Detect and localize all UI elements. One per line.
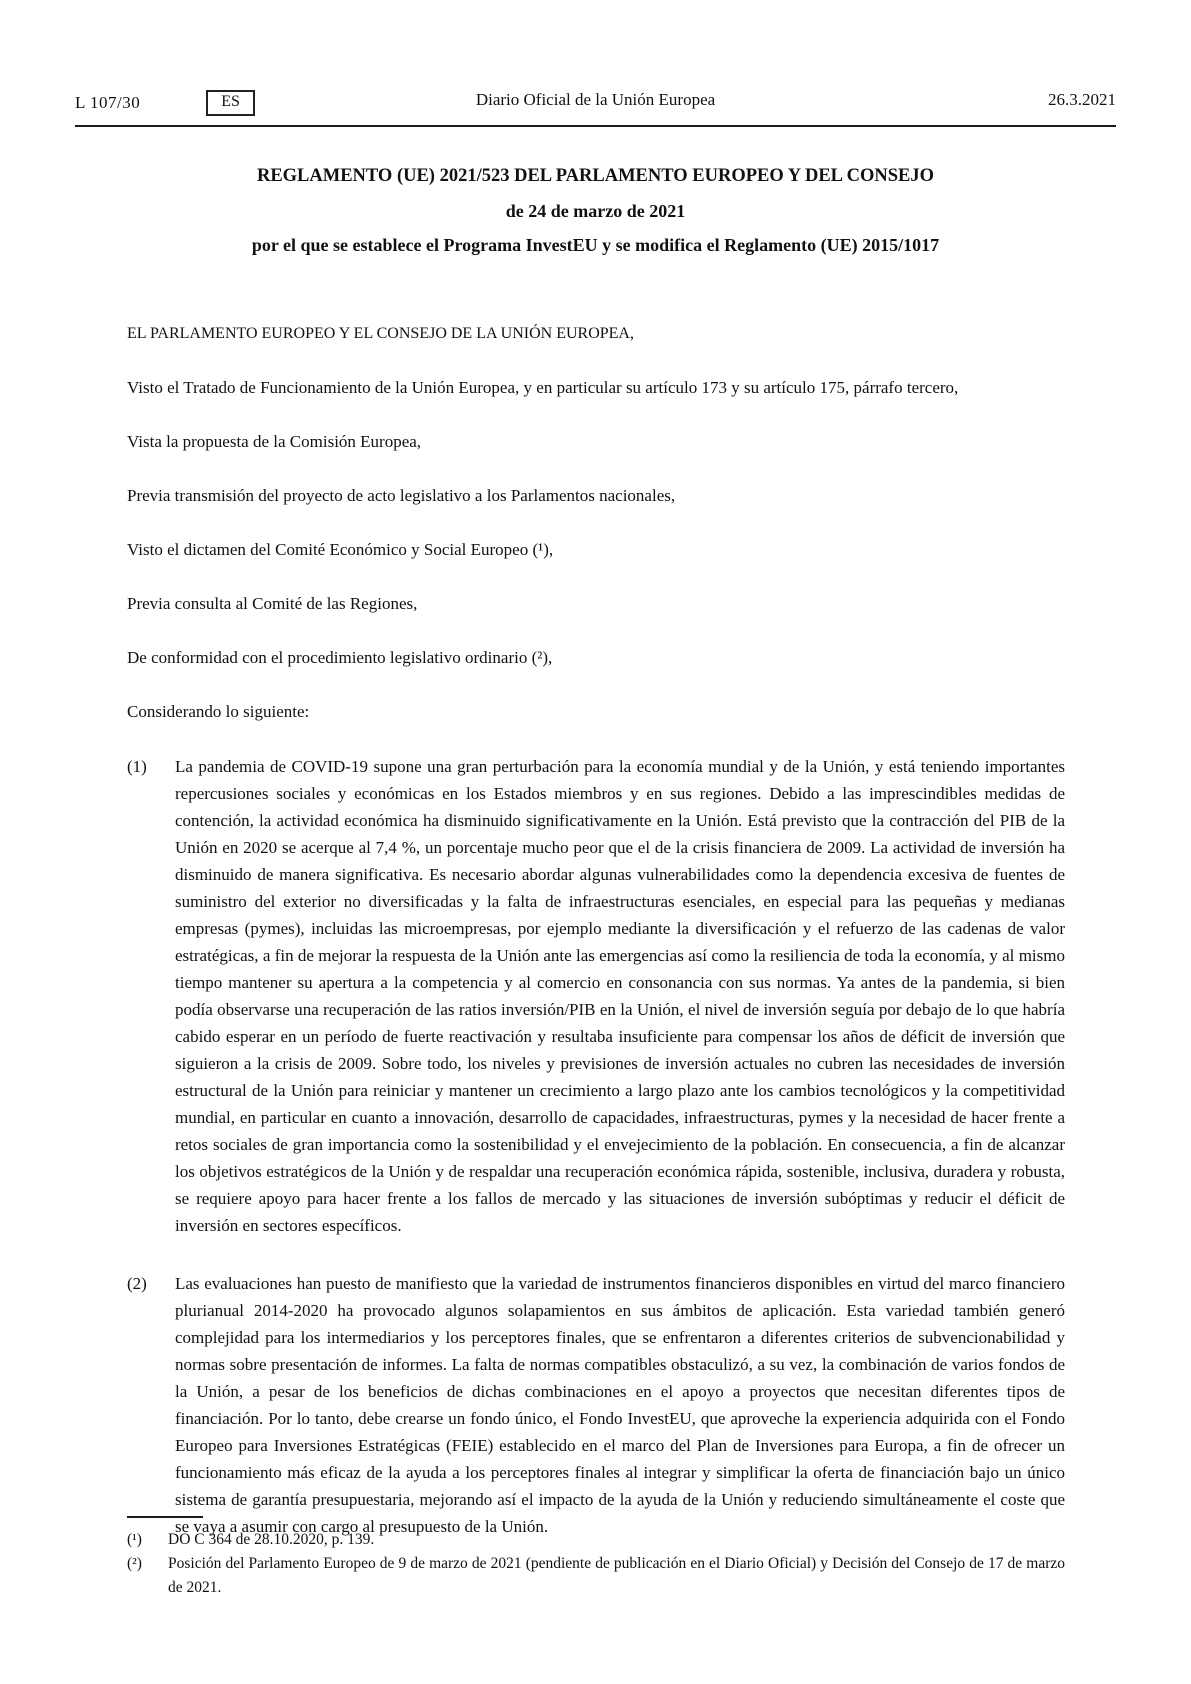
recitals: [127, 753, 1065, 1540]
preamble-citation-proposal: Vista la propuesta de la Comisión Europea,: [127, 432, 422, 451]
recital-1: [127, 753, 1065, 1239]
header-date: 26.3.2021: [1048, 90, 1116, 109]
journal-title: Diario Oficial de la Unión Europea: [475, 90, 716, 109]
regulation-subject: por el que se establece el Programa InvestEU y se modifica el Reglamento (UE) 2015/1017: [251, 235, 940, 255]
preamble-considering: Considerando lo siguiente:: [127, 702, 310, 721]
footnote-marker: (¹): [127, 1531, 142, 1548]
footnote-text: DO C 364 de 28.10.2020, p. 139.: [168, 1531, 375, 1548]
title-block: [127, 165, 1064, 256]
recital-2: [127, 1270, 1065, 1540]
recital-number: (1): [127, 757, 147, 776]
regulation-date: de 24 de marzo de 2021: [505, 201, 686, 221]
preamble-citation-procedure: De conformidad con el procedimiento legislativo ordinario (²),: [127, 648, 553, 667]
preamble-citation-eesc: Visto el dictamen del Comité Económico y Social Europeo (¹),: [127, 540, 554, 559]
header-rule: [75, 125, 1116, 127]
recital-text: La pandemia de COVID-19 supone una gran perturbación para la economía mundial y de la Unión, y está teniendo importantes repercusiones sociales y económicas en los Estados miembros y en sus regiones. Debido a las imprescindibles medidas de contención, la actividad económica ha disminuido significativamente en la Unión. Está previsto que la contracción del PIB de la Unión en 2020 se acerque al 7,4 %, un porcentaje mucho peor que el de la crisis financiera de 2009. La actividad de inversión ha disminuido de manera significativa. Es necesario abordar algunas vulnerabilidades como la dependencia excesiva de fuentes de suministro del exterior no diversificadas y la falta de infraestructuras esenciales, en especial para las pequeñas y medianas empresas (pymes), incluidas las microempresas, por ejemplo mediante la diversificación y el refuerzo de las cadenas de valor estratégicas, a fin de mejorar la respuesta de la Unión ante las emergencias así como la resiliencia de toda la economía, y al mismo tiempo mantener su apertura a la competencia y al comercio en consonancia con sus normas. Ya antes de la pandemia, si bien podía observarse una recuperación de las ratios inversión/PIB en la Unión, el nivel de inversión seguía por debajo de lo que habría cabido esperar en un período de fuerte reactivación y resultaba insuficiente para compensar los años de déficit de inversión que siguieron a la crisis de 2009. Sobre todo, los niveles y previsiones de inversión actuales no cubren las necesidades de inversión estructural de la Unión para reiniciar y mantener un crecimiento a largo plazo ante los cambios tecnológicos y la competitividad mundial, en particular en cuanto a innovación, desarrollo de capacidades, infraestructuras, pymes y la necesidad de hacer frente a retos sociales de gran importancia como la sostenibilidad y el envejecimiento de la población. En consecuencia, a fin de alcanzar los objetivos estratégicos de la Unión y de respaldar una recuperación económica rápida, sostenible, inclusiva, duradera y robusta, se requiere apoyo para hacer frente a los fallos de mercado y las situaciones de inversión subóptimas y reducir el déficit de inversión en sectores específicos.: [175, 757, 1065, 1235]
preamble: [127, 320, 1065, 725]
preamble-citation-treaty: Visto el Tratado de Funcionamiento de la Unión Europea, y en particular su artículo 173 y su artículo 175, párrafo tercero,: [127, 378, 959, 397]
page-header: [75, 90, 1116, 118]
footnote-separator: [127, 1516, 203, 1518]
recital-number: (2): [127, 1274, 147, 1293]
footnote-1: [127, 1528, 1065, 1552]
footnote-marker: (²): [127, 1555, 142, 1572]
issue-number: L 107/30: [75, 93, 141, 112]
preamble-citation-parliaments: Previa transmisión del proyecto de acto legislativo a los Parlamentos nacionales,: [127, 486, 676, 505]
footnote-text: Posición del Parlamento Europeo de 9 de marzo de 2021 (pendiente de publicación en el Diario Oficial) y Decisión del Consejo de 17 de marzo de 2021.: [168, 1555, 1065, 1596]
preamble-citation-regions: Previa consulta al Comité de las Regiones,: [127, 594, 418, 613]
header-left-group: [75, 90, 255, 116]
footnote-2: [127, 1552, 1065, 1600]
regulation-title: REGLAMENTO (UE) 2021/523 DEL PARLAMENTO EUROPEO Y DEL CONSEJO: [256, 166, 935, 186]
footnotes: [127, 1516, 1065, 1600]
language-badge: ES: [206, 90, 255, 116]
preamble-actors: EL PARLAMENTO EUROPEO Y EL CONSEJO DE LA UNIÓN EUROPEA,: [127, 325, 634, 342]
recital-text: Las evaluaciones han puesto de manifiesto que la variedad de instrumentos financieros disponibles en virtud del marco financiero plurianual 2014-2020 ha provocado algunos solapamientos en sus ámbitos de aplicación. Esta variedad también generó complejidad para los intermediarios y los perceptores finales, que se enfrentaron a diferentes criterios de subvencionabilidad y normas sobre presentación de informes. La falta de normas compatibles obstaculizó, a su vez, la combinación de varios fondos de la Unión, a pesar de los beneficios de dichas combinaciones en el apoyo a proyectos que necesitan diferentes tipos de financiación. Por lo tanto, debe crearse un fondo único, el Fondo InvestEU, que aproveche la experiencia adquirida con el Fondo Europeo para Inversiones Estratégicas (FEIE) establecido en el marco del Plan de Inversiones para Europa, a fin de ofrecer un funcionamiento más eficaz de la ayuda a los perceptores finales al integrar y simplificar la oferta de financiación bajo un único sistema de garantía presupuestaria, mejorando así el impacto de la ayuda de la Unión y reduciendo simultáneamente el coste que se vaya a asumir con cargo al presupuesto de la Unión.: [175, 1274, 1065, 1536]
